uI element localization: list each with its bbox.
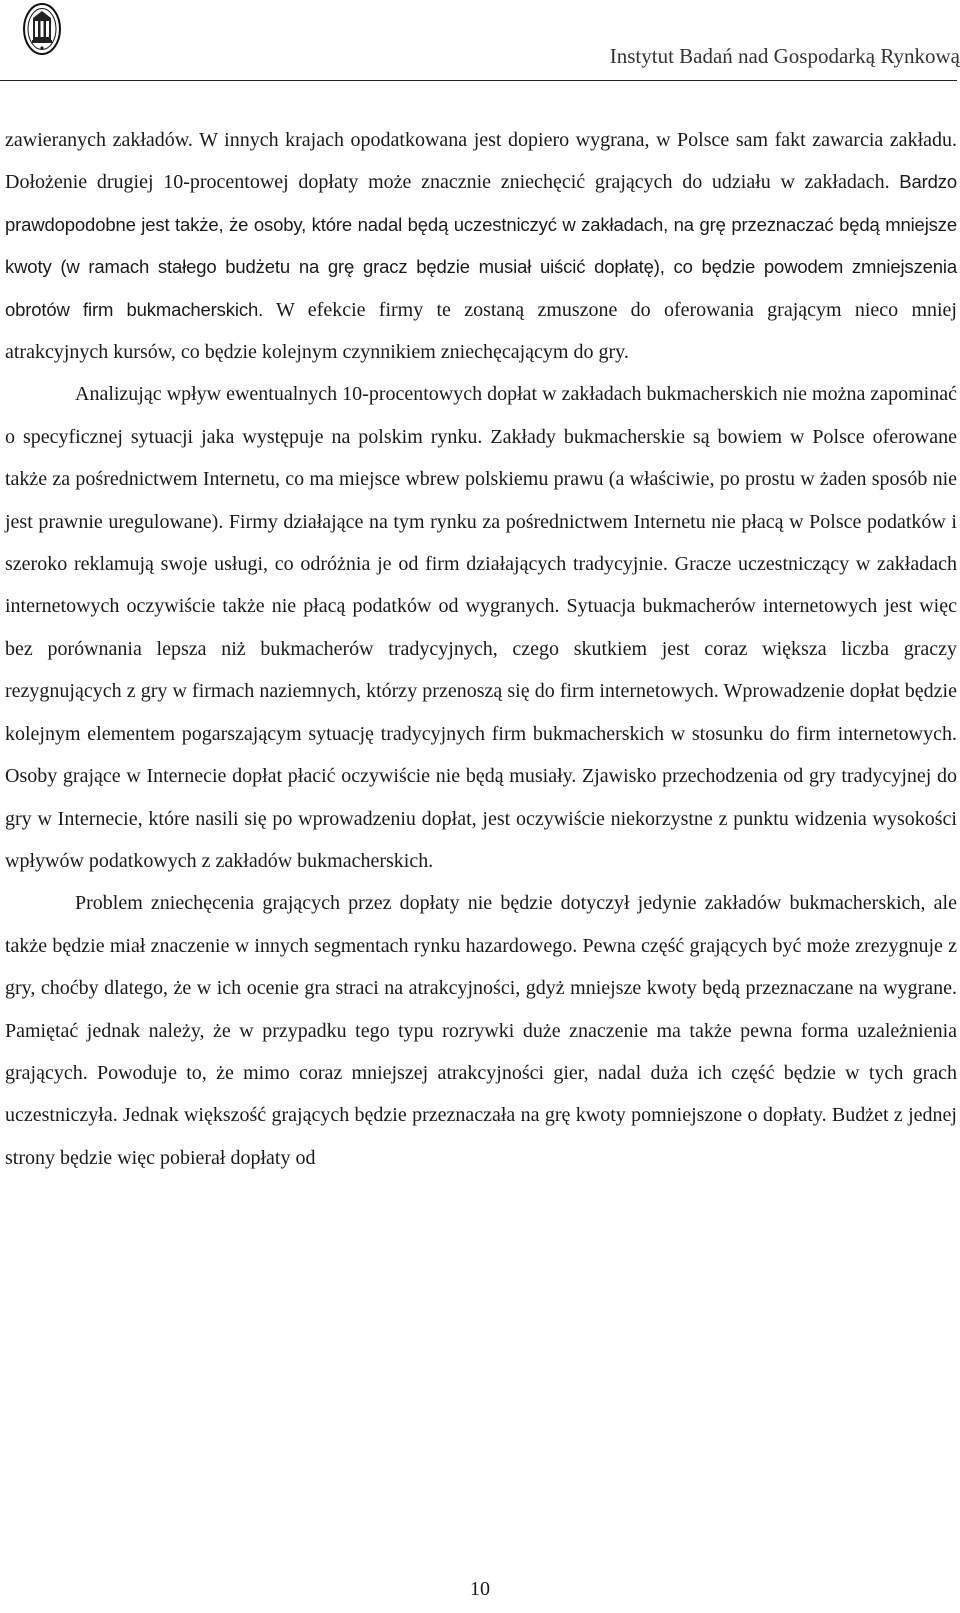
institute-crest-icon (22, 2, 62, 56)
paragraph-3: Problem zniechęcenia grających przez dopłaty nie będzie dotyczył jedynie zakładów bukmacherskich, ale także będzie miał znaczenie w innych segmentach rynku hazardowego. Pewna część grających być może zrezygnuje z gry, choćby dlatego, że w ich ocenie gra straci na atrakcyjności, gdyż mniejsze kwoty będą przeznaczane na wygrane. Pamiętać jednak należy, że w przypadku tego typu rozrywki duże znaczenie ma także pewna forma uzależnienia grających. Powoduje to, że mimo coraz mniejszej atrakcyjności gier, nadal duża ich część będzie w tych grach uczestniczyła. Jednak większość grających będzie przeznaczała na grę kwoty pomniejszone o dopłaty. Budżet z jednej strony będzie więc pobierał dopłaty od (5, 892, 957, 1169)
page-number: 10 (470, 1578, 490, 1600)
page-header (0, 0, 960, 84)
paragraph-1-part-2: Bardzo prawdopodobne jest także, że osoby, które nadal będą uczestniczyć w zakładach, na grę przeznaczać będą mniejsze kwoty (w ramach stałego budżetu na grę gracz będzie musiał uiścić dopłatę), co będzie powodem zmniejszenia obrotów firm bukmacherskich. (5, 171, 957, 320)
paragraph-2: Analizując wpływ ewentualnych 10-procentowych dopłat w zakładach bukmacherskich nie można zapominać o specyficznej sytuacji jaka występuje na polskim rynku. Zakłady bukmacherskie są bowiem w Polsce oferowane także za pośrednictwem Internetu, co ma miejsce wbrew polskiemu prawu (a właściwie, po prostu w żaden sposób nie jest prawnie uregulowane). Firmy działające na tym rynku za pośrednictwem Internetu nie płacą w Polsce podatków i szeroko reklamują swoje usługi, co odróżnia je od firm działających tradycyjnie. Gracze uczestniczący w zakładach internetowych oczywiście także nie płacą podatków od wygranych. Sytuacja bukmacherów internetowych jest więc bez porównania lepsza niż bukmacherów tradycyjnych, czego skutkiem jest coraz większa liczba graczy rezygnujących z gry w firmach naziemnych, którzy przenoszą się do firm internetowych. Wprowadzenie dopłat będzie kolejnym elementem pogarszającym sytuację tradycyjnych firm bukmacherskich w stosunku do firm internetowych. Osoby grające w Internecie dopłat płacić oczywiście nie będą musiały. Zjawisko przechodzenia od gry tradycyjnej do gry w Internecie, które nasili się po wprowadzeniu dopłat, jest oczywiście niekorzystne z punktu widzenia wysokości wpływów podatkowych z zakładów bukmacherskich. (5, 383, 957, 872)
header-rule (0, 80, 957, 81)
paragraph-1 (5, 119, 957, 373)
paragraph-1-part-3: W efekcie firmy te zostaną zmuszone do oferowania grającym nieco mniej atrakcyjnych kursów, co będzie kolejnym czynnikiem zniechęcającym do gry. (5, 298, 957, 364)
institute-name: Instytut Badań nad Gospodarką Rynkową (609, 44, 960, 68)
body-text (5, 119, 957, 1179)
paragraph-1-part-1: zawieranych zakładów. W innych krajach opodatkowana jest dopiero wygrana, w Polsce sam fakt zawarcia zakładu. Dołożenie drugiej 10-procentowej dopłaty może znacznie zniechęcić grających do udziału w zakładach. (5, 129, 957, 194)
